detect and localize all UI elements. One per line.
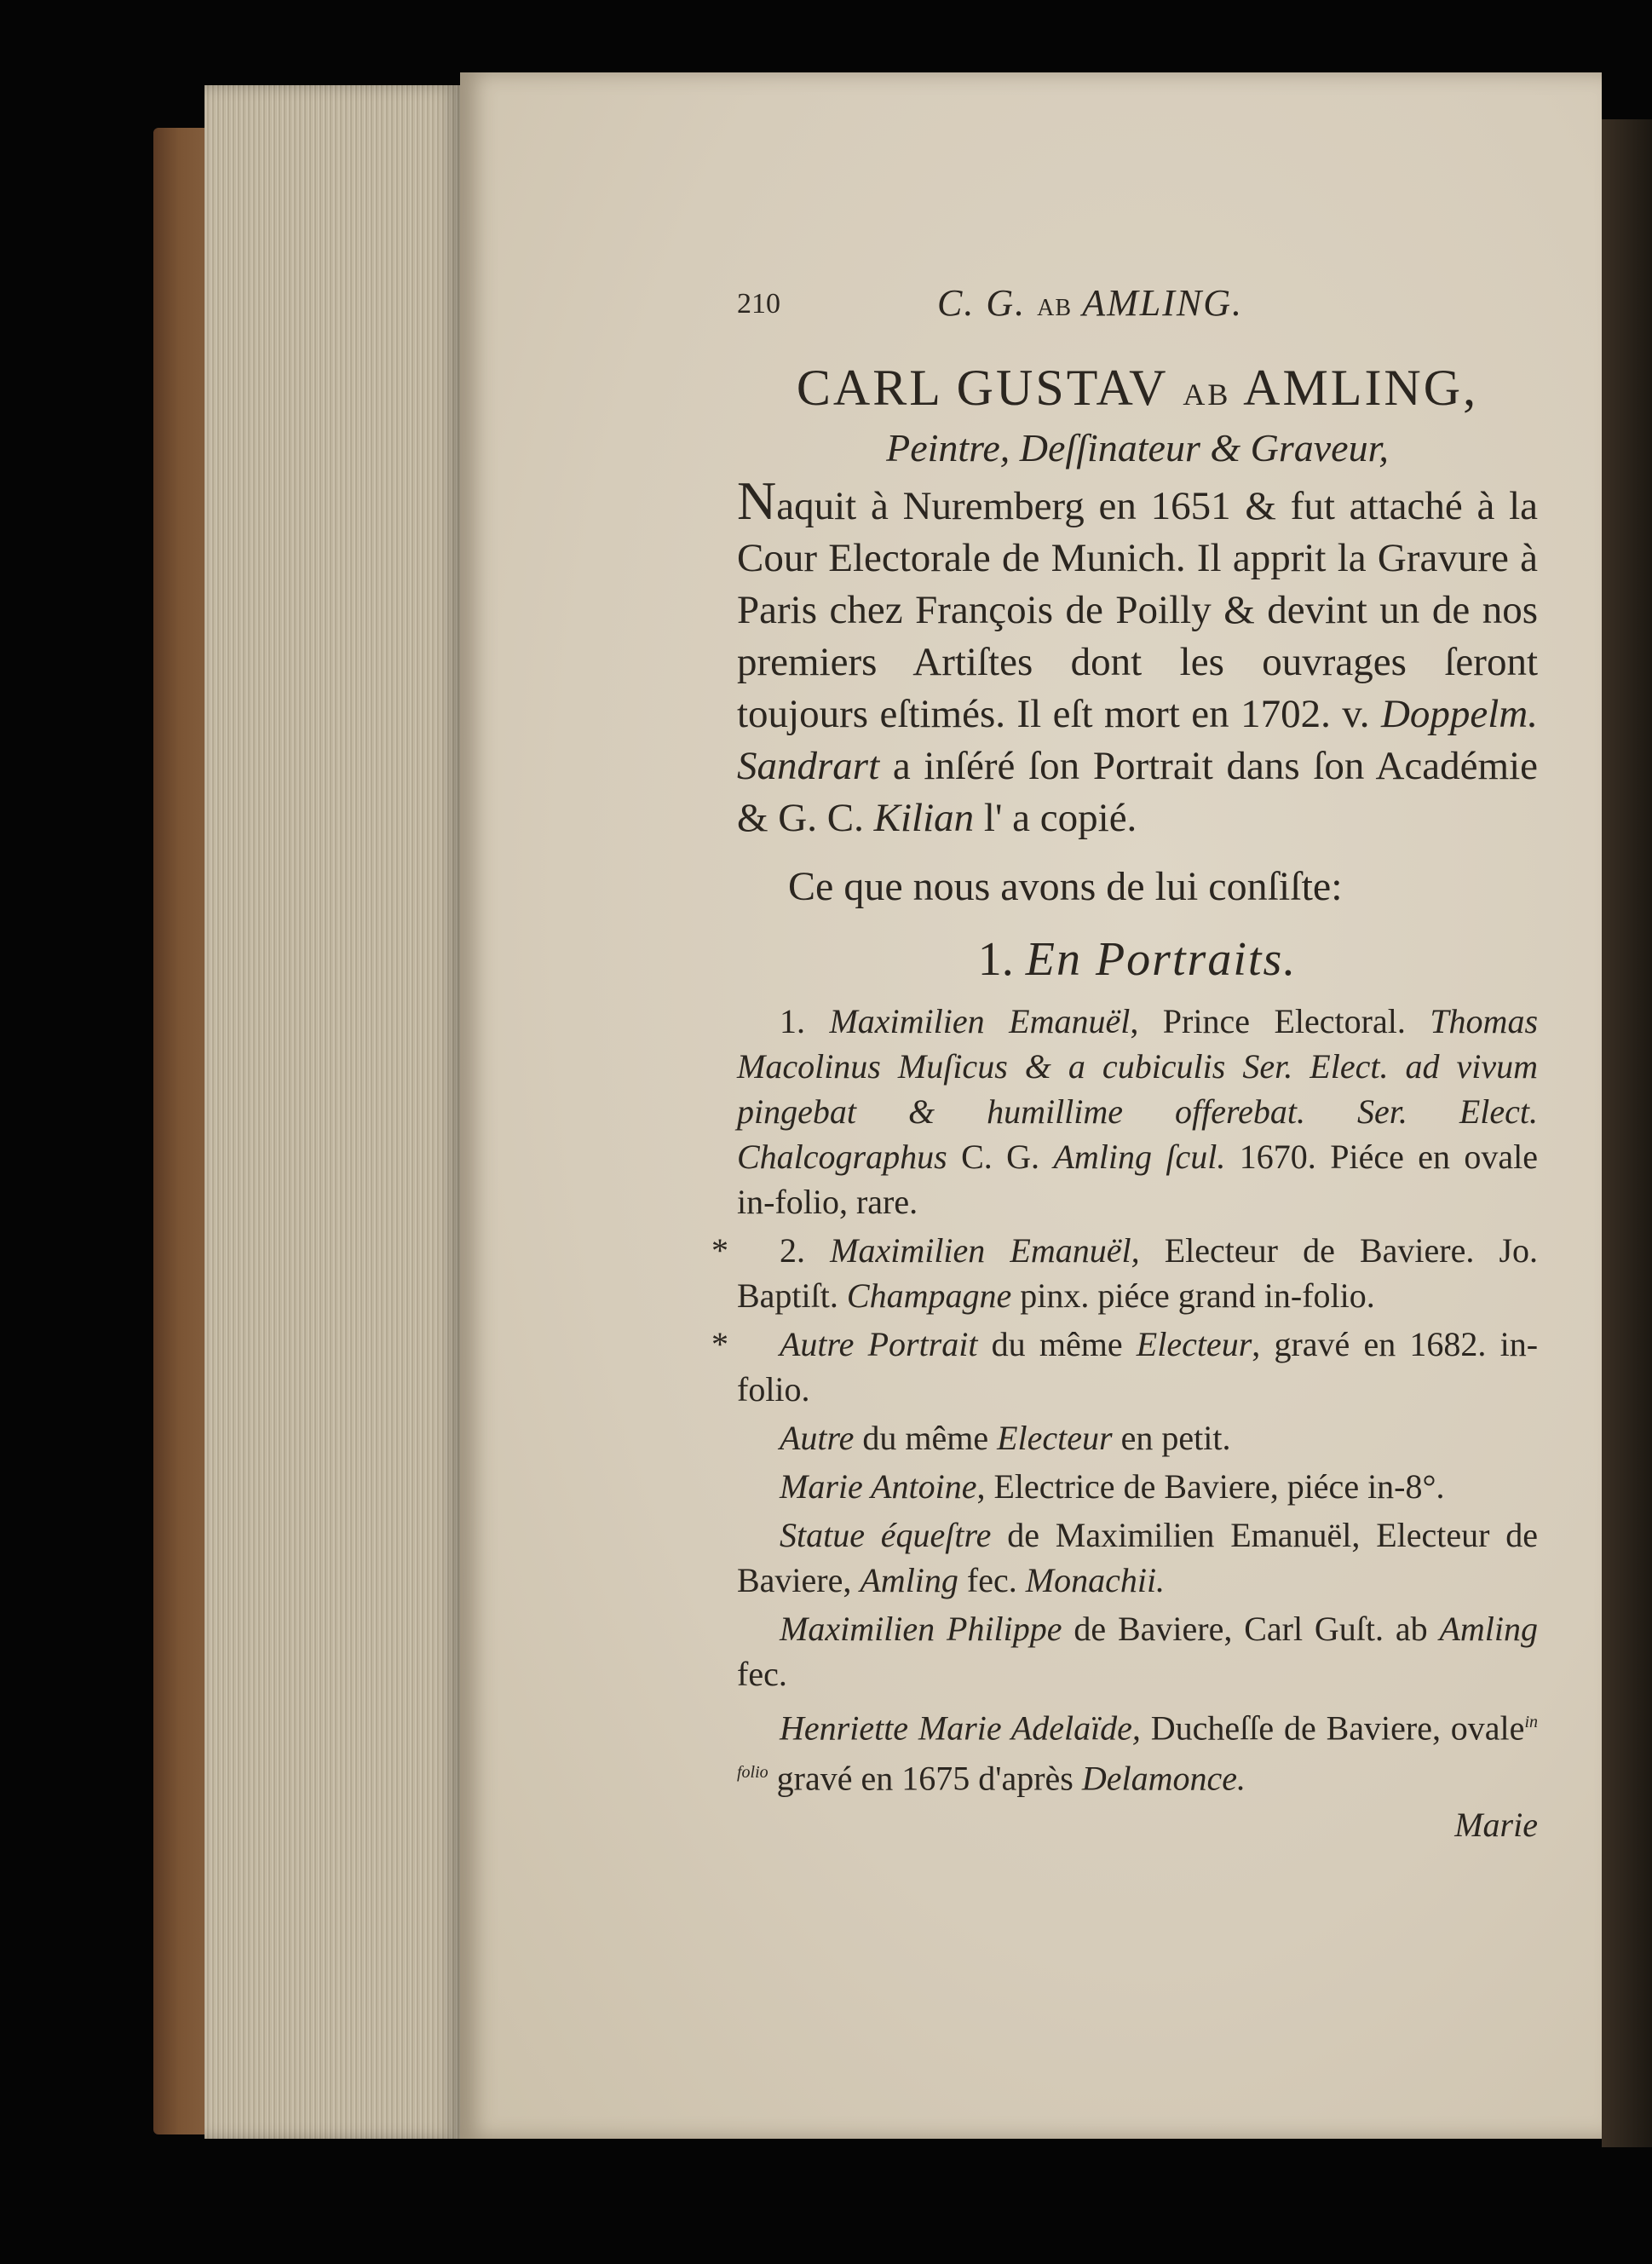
section-title: 1. En Portraits. xyxy=(977,933,1298,986)
handwritten-annotation: in folio xyxy=(737,1713,1538,1783)
facing-page-edge xyxy=(1602,119,1652,2147)
works-list xyxy=(711,999,1539,1801)
list-item: Marie Antoine, Electrice de Baviere, piéce in-8°. xyxy=(780,1467,1445,1506)
entry-subtitle: Peintre, Deſſinateur & Graveur, xyxy=(886,426,1389,470)
biography-paragraph: Naquit à Nuremberg en 1651 & fut attaché à la Cour Electorale de Munich. Il apprit la Gravure à Paris chez François de Poilly & devint un de nos premiers Artiſtes dont les ouvrages ſeront toujours eſtimés. Il eſt mort en 1702. v. Doppelm. Sandrart a inſéré ſon Portrait dans ſon Académie & G. C. Kilian l' a copié. xyxy=(737,470,1538,840)
works-intro: Ce que nous avons de lui conſiſte: xyxy=(788,864,1343,909)
drop-cap: N xyxy=(737,470,777,531)
list-item: Statue équeſtre de Maximilien Emanuël, Electeur de Baviere, Amling fec. Monachii. xyxy=(737,1516,1538,1599)
list-item: Autre du même Electeur en petit. xyxy=(780,1419,1231,1457)
list-item: 1. Maximilien Emanuël, Prince Electoral. Thomas Macolinus Muſicus & a cubiculis Ser. Elect. ad vivum pingebat & humillime offerebat. Ser. Elect. Chalcographus C. G. Amling ſcul. 1670. Piéce en ovale in-folio, rare. xyxy=(737,1002,1539,1221)
list-item: * Autre Portrait du même Electeur, gravé en 1682. in-folio. xyxy=(737,1322,1538,1412)
page-content xyxy=(711,281,1539,1845)
asterisk-marker: * xyxy=(711,1231,728,1270)
list-item: Maximilien Philippe de Baviere, Carl Guſt. ab Amling fec. xyxy=(737,1610,1538,1693)
list-item: Henriette Marie Adelaïde, Ducheſſe de Baviere, ovale$^{in folio}$ gravé en 1675 d'après Delamonce. xyxy=(737,1708,1538,1798)
asterisk-marker: * xyxy=(711,1325,728,1363)
list-item: * 2. Maximilien Emanuël, Electeur de Baviere. Jo. Baptiſt. Champagne pinx. piéce grand in-folio. xyxy=(737,1228,1538,1318)
running-title: C. G. AB AMLING. xyxy=(937,282,1244,324)
entry-heading: CARL GUSTAV AB AMLING, xyxy=(796,360,1479,416)
catchword: Marie xyxy=(1454,1805,1538,1844)
page-number: 210 xyxy=(737,288,780,320)
running-head xyxy=(737,281,1538,332)
page-fore-edge xyxy=(204,85,460,2139)
